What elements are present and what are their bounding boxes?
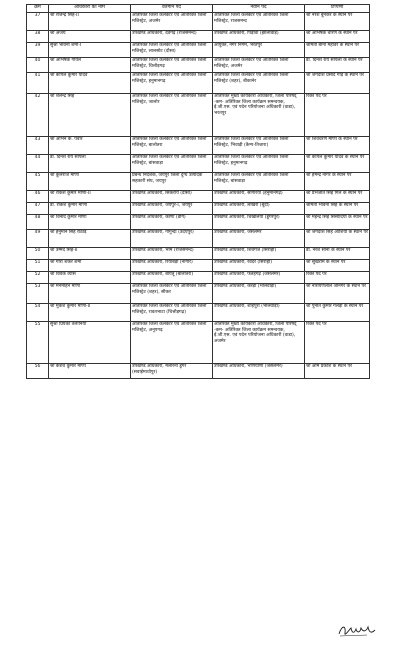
table-row (27, 304, 370, 322)
header-officer-name: अधिकारी का नाम (49, 5, 131, 13)
table-row (27, 230, 370, 248)
row-new-post: अतिरिक्त मुख्य कार्यकारी अधिकारी, जिला परिषद् -कम- अतिरिक्त जिला कार्यक्रम समन्वयक, ई.जी.एस. एवं पदेन परियोजना अधिकारी (वाडा), अजमेर (213, 322, 305, 364)
row-remark: रिक्त पद पर (305, 322, 370, 364)
row-officer-name: श्री विनोद कुमार मीणा (49, 215, 131, 230)
row-serial: 55 (27, 322, 49, 364)
table-row (27, 173, 370, 191)
row-new-post: अतिरिक्त जिला कलक्टर एवं अतिरिक्त जिला मजिस्ट्रेट, राजसमन्द (213, 13, 305, 31)
row-remark: श्री पुनीत कुमार गेलड़ा के स्थान पर (305, 304, 370, 322)
row-serial: 39 (27, 43, 49, 58)
header-serial: क्रम (27, 5, 49, 13)
row-new-post: उपखण्ड अधिकारी, पिड़ावा (झालावाड़) (213, 31, 305, 43)
row-remark: श्री ओम प्रकाश के स्थान पर (305, 364, 370, 379)
row-serial: 41 (27, 73, 49, 94)
header-new-post: नवीन पद (213, 5, 305, 13)
row-serial: 53 (27, 284, 49, 304)
row-serial: 50 (27, 248, 49, 260)
row-serial: 47 (27, 203, 49, 215)
row-current-post: उपखण्ड अधिकारी, भीम (राजसमन्द) (131, 248, 213, 260)
row-officer-name: श्री विवेक व्यास (49, 272, 131, 284)
row-officer-name: डॉ. राकेश कुमार मीणा (49, 203, 131, 215)
row-current-post: उपखण्ड अधिकारी, रियांबड़ी (नागौर) (131, 260, 213, 272)
row-officer-name: श्री अभिन के. पंवार (49, 137, 131, 155)
row-officer-name: श्री कुलराज मीणा (49, 173, 131, 191)
row-current-post: प्रबन्ध निदेशक, जयपुर जिला दुग्ध उत्पादक सहकारी संघ, जयपुर (131, 173, 213, 191)
table-row (27, 31, 370, 43)
row-current-post: अतिरिक्त जिला कलक्टर एवं अतिरिक्त जिला मजिस्ट्रेट, बांसवाड़ा (131, 155, 213, 173)
row-officer-name: श्री मनमोहन मीणा (49, 284, 131, 304)
row-current-post: उपखण्ड अधिकारी, मलारना डूंगर (सवाईमाधोपुर) (131, 364, 213, 379)
row-remark: श्री शिवचरण मीणा के स्थान पर (305, 137, 370, 155)
row-current-post: उपखण्ड अधिकारी, सिकराय (दौसा) (131, 191, 213, 203)
table-header-row (27, 5, 370, 13)
row-remark: श्री नरेश बुनकर के स्थान पर (305, 13, 370, 31)
row-serial: 48 (27, 215, 49, 230)
row-current-post: उपखण्ड अधिकारी, जयपुर-I, जयपुर (131, 203, 213, 215)
row-current-post: उपखण्ड अधिकारी, बायतू (बालोतरा) (131, 272, 213, 284)
table-row (27, 203, 370, 215)
row-serial: 37 (27, 13, 49, 31)
row-new-post: अतिरिक्त जिला कलक्टर एवं अतिरिक्त जिला मजिस्ट्रेट, बांसवाड़ा (213, 173, 305, 191)
row-remark: श्री नारायणलाल जीनगर के स्थान पर (305, 284, 370, 304)
row-officer-name: श्री राकेश कुमार मीणा-II (49, 191, 131, 203)
row-remark: रिक्त पद पर (305, 94, 370, 137)
row-officer-name: श्री अभिषेक गोयल (49, 58, 131, 73)
row-officer-name: डॉ. दिनेश राय सापेला (49, 155, 131, 173)
row-current-post: उपखण्ड अधिकारी, गोगुन्दा (उदयपुर) (131, 230, 213, 248)
row-new-post: उपखण्ड अधिकारी, भणियाणा (जैसलमेर) (213, 364, 305, 379)
row-remark: श्री कपिल कुमार यादव के स्थान पर (305, 155, 370, 173)
row-remark: श्री सुखराम के स्थान पर (305, 260, 370, 272)
row-serial: 49 (27, 230, 49, 248)
row-new-post: आयुक्त, नगर निगम, भरतपुर (213, 43, 305, 58)
row-new-post: उपखण्ड अधिकारी, चिखलिया (डूंगरपुर) (213, 215, 305, 230)
row-current-post: अतिरिक्त जिला कलक्टर एवं अतिरिक्त जिला मजिस्ट्रेट (शहर), सीकर (131, 284, 213, 304)
table-row (27, 260, 370, 272)
row-current-post: अतिरिक्त जिला कलक्टर एवं अतिरिक्त जिला मजिस्ट्रेट, लालसोट (दौसा) (131, 43, 213, 58)
table-row (27, 248, 370, 260)
transfer-table (26, 4, 370, 379)
row-serial: 56 (27, 364, 49, 379)
row-new-post: अतिरिक्त जिला कलक्टर एवं अतिरिक्त जिला मजिस्ट्रेट, अजमेर (213, 58, 305, 73)
table-row (27, 191, 370, 203)
row-remark: श्रीमती भावना सिंह के स्थान पर (305, 203, 370, 215)
row-officer-name: श्री राजेन्द्र सिंह-II (49, 13, 131, 31)
row-current-post: अतिरिक्त जिला कलक्टर एवं अतिरिक्त जिला मजिस्ट्रेट, रावतभाटा (चित्तौड़गढ़) (131, 304, 213, 322)
row-current-post: अतिरिक्त जिला कलक्टर एवं अतिरिक्त जिला मजिस्ट्रेट, चित्तौड़गढ़ (131, 58, 213, 73)
table-row (27, 272, 370, 284)
table-row (27, 215, 370, 230)
row-new-post: उपखण्ड अधिकारी, शिवगंज (सिरोही) (213, 248, 305, 260)
table-body (27, 13, 370, 379)
row-remark: श्री जगदीश प्रसाद गौड़ के स्थान पर (305, 73, 370, 94)
header-remark: टिप्पणी (305, 5, 370, 13)
table-row (27, 43, 370, 58)
table-row (27, 364, 370, 379)
table-row (27, 155, 370, 173)
row-new-post: अतिरिक्त जिला कलक्टर एवं अतिरिक्त जिला मजिस्ट्रेट, भिवाड़ी (कैम्प-तिजारा) (213, 137, 305, 155)
row-remark: रिक्त पद पर (305, 272, 370, 284)
row-current-post: अतिरिक्त जिला कलक्टर एवं अतिरिक्त जिला मजिस्ट्रेट, अनूपगढ़ (131, 322, 213, 364)
signature (337, 621, 377, 639)
row-remark: श्री हेमेन्द्र नागर के स्थान पर (305, 173, 370, 191)
row-serial: 44 (27, 155, 49, 173)
row-current-post: अतिरिक्त जिला कलक्टर एवं अतिरिक्त जिला मजिस्ट्रेट, बालोतरा (131, 137, 213, 155)
row-current-post: अतिरिक्त जिला कलक्टर एवं अतिरिक्त जिला मजिस्ट्रेट, जालोर (131, 94, 213, 137)
row-serial: 54 (27, 304, 49, 322)
table-row (27, 94, 370, 137)
row-officer-name: श्री शैलेन्द्र सिंह (49, 94, 131, 137)
row-new-post: उपखण्ड अधिकारी, लाखेरी (बूंदी) (213, 203, 305, 215)
table-row (27, 58, 370, 73)
row-new-post: उपखण्ड अधिकारी, रेवदर (सिरोही) (213, 260, 305, 272)
row-serial: 40 (27, 58, 49, 73)
row-new-post: उपखण्ड अधिकारी, करेड़ा (भीलवाड़ा) (213, 284, 305, 304)
table-row (27, 284, 370, 304)
row-serial: 42 (27, 94, 49, 137)
row-serial: 46 (27, 191, 49, 203)
row-serial: 38 (27, 31, 49, 43)
row-new-post: अतिरिक्त मुख्य कार्यकारी अधिकारी, जिला परिषद् -कम- अतिरिक्त जिला कार्यक्रम समन्वयक, ई.जी.एस. एवं पदेन परियोजना अधिकारी (वाडा), भरतपुर (213, 94, 305, 137)
row-remark: डॉ. नरेश सोनी के स्थान पर (305, 248, 370, 260)
row-new-post: अतिरिक्त जिला कलक्टर एवं अतिरिक्त जिला मजिस्ट्रेट (शहर), बीकानेर (213, 73, 305, 94)
row-officer-name: श्री अजय (49, 31, 131, 43)
row-officer-name: श्री कपिल कुमार यादव (49, 73, 131, 94)
row-new-post: अतिरिक्त जिला कलक्टर एवं अतिरिक्त जिला मजिस्ट्रेट, हनुमानगढ़ (213, 155, 305, 173)
row-remark: श्री अभिषेक चारण के स्थान पर (305, 31, 370, 43)
row-current-post: उपखण्ड अधिकारी, देवगढ़ (राजसमन्द) (131, 31, 213, 43)
row-officer-name: श्री केशव कुमार मीणा (49, 364, 131, 379)
transfer-order-document (26, 4, 369, 379)
table-row (27, 322, 370, 364)
row-current-post: उपखण्ड अधिकारी, काणा (डीग) (131, 215, 213, 230)
row-remark: श्रीमती बीना महावर के स्थान पर (305, 43, 370, 58)
row-officer-name: सुश्री प्रियंका तलानिया (49, 322, 131, 364)
header-current-post: वर्तमान पद (131, 5, 213, 13)
row-new-post: उपखण्ड अधिकारी, शाहपुरा (भीलवाड़ा) (213, 304, 305, 322)
row-new-post: उपखण्ड अधिकारी, जैसलमेर (213, 230, 305, 248)
row-new-post: उपखण्ड अधिकारी, सांगरिया (हनुमानगढ़) (213, 191, 305, 203)
row-remark: श्री महेन्द्र सिंह सिसोदिया के स्थान पर (305, 215, 370, 230)
row-remark: श्री जगदीश सिंह आशिया के स्थान पर (305, 230, 370, 248)
row-remark: डॉ. दिनेश राय सापेला के स्थान पर (305, 58, 370, 73)
row-current-post: अतिरिक्त जिला कलक्टर एवं अतिरिक्त जिला मजिस्ट्रेट, अजमेर (131, 13, 213, 31)
row-current-post: अतिरिक्त जिला कलक्टर एवं अतिरिक्त जिला मजिस्ट्रेट, हनुमानगढ़ (131, 73, 213, 94)
row-new-post: उपखण्ड अधिकारी, फतेहगढ़ (जैसलमेर) (213, 272, 305, 284)
row-officer-name: श्री उम्मेद सिंह-II (49, 248, 131, 260)
table-row (27, 73, 370, 94)
row-serial: 43 (27, 137, 49, 155)
row-remark: श्री प्रभजोत सिंह गिल के स्थान पर (305, 191, 370, 203)
row-serial: 52 (27, 272, 49, 284)
table-row (27, 137, 370, 155)
row-serial: 51 (27, 260, 49, 272)
row-officer-name: सुश्री भावना शर्मा-I (49, 43, 131, 58)
row-serial: 45 (27, 173, 49, 191)
table-row (27, 13, 370, 31)
row-officer-name: श्री हनुमान सिंह राठौड़ (49, 230, 131, 248)
row-officer-name: श्री गोरी शंकर शर्मा (49, 260, 131, 272)
row-officer-name: श्री मुकेश कुमार मीणा-II (49, 304, 131, 322)
